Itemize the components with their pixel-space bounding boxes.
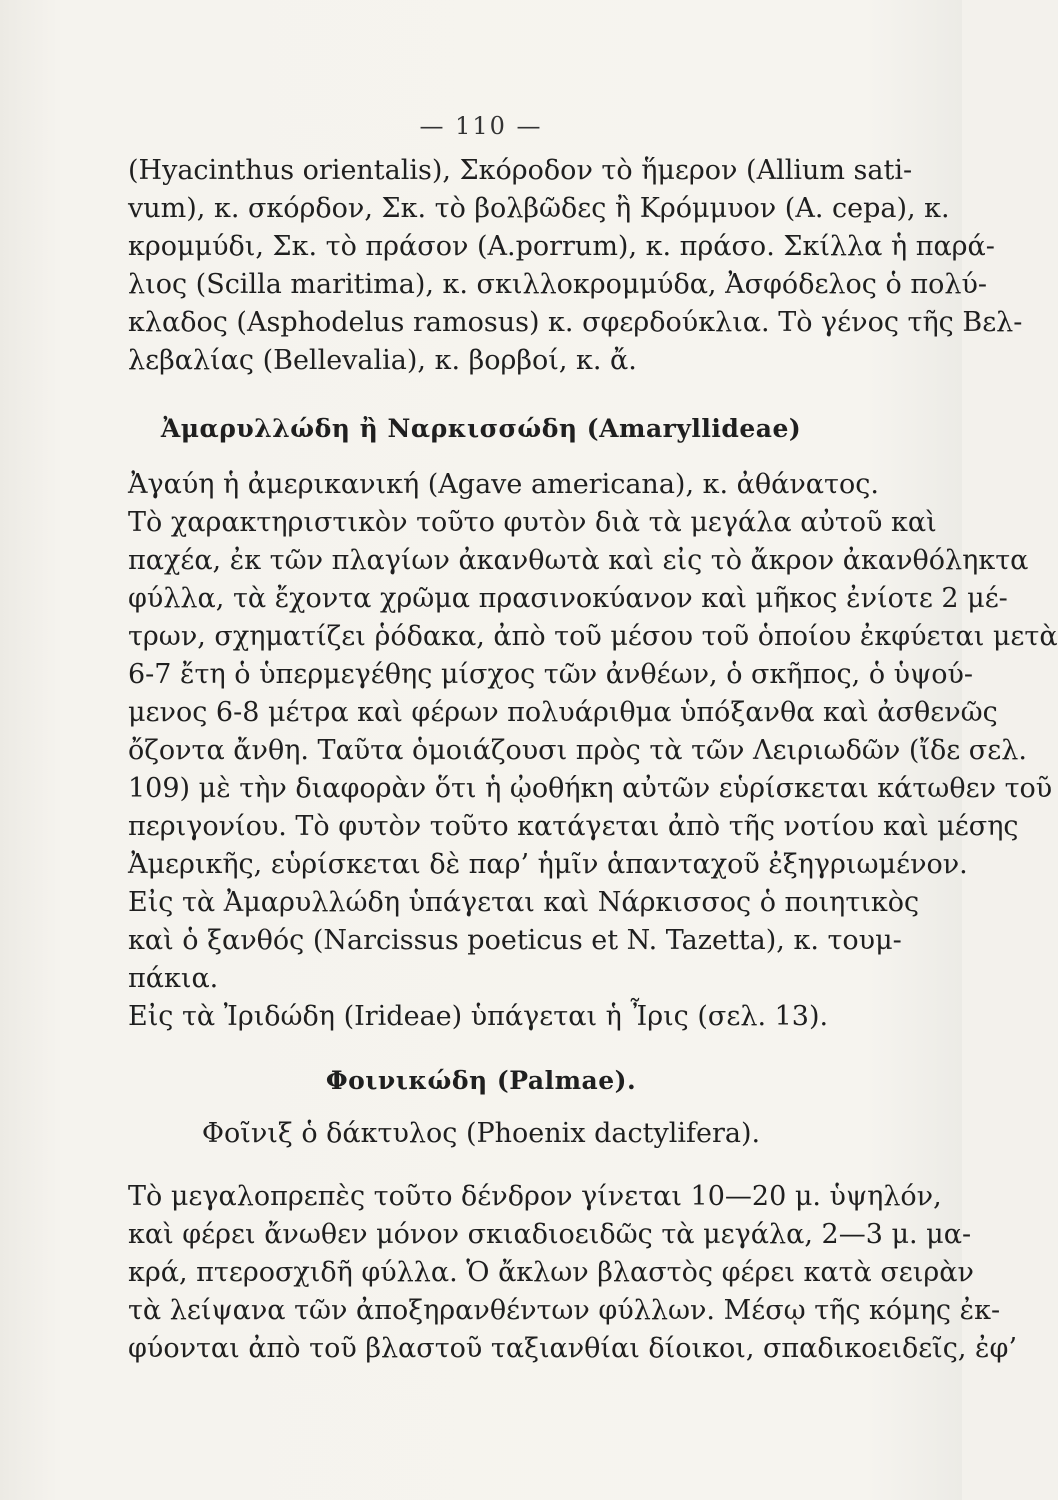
section-heading-amaryllideae: Ἀμαρυλλώδη ἢ Ναρκισσώδη (Amaryllideae)	[160, 414, 802, 443]
text-line: καὶ ὁ ξανθός (Narcissus poeticus et N. Tazetta), κ. τουμ-	[128, 925, 902, 956]
text-line: κρομμύδι, Σκ. τὸ πράσον (A.porrum), κ. πράσο. Σκίλλα ἡ παρά-	[128, 231, 995, 262]
paragraph-agave	[128, 466, 1058, 1036]
text-line: καὶ φέρει ἄνωθεν μόνον σκιαδιοειδῶς τὰ μεγάλα, 2—3 μ. μα-	[128, 1219, 972, 1250]
text-line: Τὸ χαρακτηριστικὸν τοῦτο φυτὸν διὰ τὰ μεγάλα αὐτοῦ καὶ	[128, 507, 937, 538]
text-line: πάκια.	[128, 963, 219, 994]
text-line: Τὸ μεγαλοπρεπὲς τοῦτο δένδρον γίνεται 10—20 μ. ὑψηλόν,	[128, 1181, 942, 1212]
text-line: 109) μὲ τὴν διαφορὰν ὅτι ἡ ᾠοθήκη αὐτῶν εὑρίσκεται κάτωθεν τοῦ	[128, 773, 1053, 804]
page-number: — 110 —	[419, 112, 543, 140]
text-line: Εἰς τὰ Ἀμαρυλλώδη ὑπάγεται καὶ Νάρκισσος ὁ ποιητικὸς	[128, 887, 920, 918]
paragraph-phoenix	[128, 1178, 1018, 1368]
text-line: περιγονίου. Τὸ φυτὸν τοῦτο κατάγεται ἀπὸ τῆς νοτίου καὶ μέσης	[128, 811, 1019, 842]
section-heading-palmae: Φοινικώδη (Palmae).	[325, 1066, 637, 1095]
text-line: παχέα, ἐκ τῶν πλαγίων ἀκανθωτὰ καὶ εἰς τὸ ἄκρον ἀκανθόληκτα	[128, 545, 1029, 576]
text-line: μενος 6-8 μέτρα καὶ φέρων πολυάριθμα ὑπόξανθα καὶ ἀσθενῶς	[128, 697, 998, 728]
text-line: Ἀγαύη ἡ ἀμερικανική (Agave americana), κ. ἀθάνατος.	[128, 469, 879, 500]
text-line: 6-7 ἔτη ὁ ὑπερμεγέθης μίσχος τῶν ἀνθέων, ὁ σκῆπος, ὁ ὑψού-	[128, 659, 974, 690]
text-line: φύλλα, τὰ ἔχοντα χρῶμα πρασινοκύανον καὶ μῆκος ἐνίοτε 2 μέ-	[128, 583, 1008, 614]
text-line: λιος (Scilla maritima), κ. σκιλλοκρομμύδα, Ἀσφόδελος ὁ πολύ-	[128, 269, 987, 300]
text-line: κρά, πτεροσχιδῆ φύλλα. Ὁ ἄκλων βλαστὸς φέρει κατὰ σειρὰν	[128, 1257, 974, 1288]
text-line: vum), κ. σκόρδον, Σκ. τὸ βολβῶδες ἢ Κρόμμυον (A. cepa), κ.	[128, 193, 950, 224]
text-line: κλαδος (Asphodelus ramosus) κ. σφερδούκλια. Τὸ γένος τῆς Βελ-	[128, 307, 1023, 338]
text-line: τὰ λείψανα τῶν ἀποξηρανθέντων φύλλων. Μέσῳ τῆς κόμης ἐκ-	[128, 1295, 1001, 1326]
text-line: φύονται ἀπὸ τοῦ βλαστοῦ ταξιανθίαι δίοικοι, σπαδικοειδεῖς, ἐφ’	[128, 1333, 1018, 1364]
text-line: Ἀμερικῆς, εὑρίσκεται δὲ παρ’ ἡμῖν ἁπανταχοῦ ἐξηγριωμένον.	[128, 849, 968, 880]
text-line: λεβαλίας (Bellevalia), κ. βορβοί, κ. ἄ.	[128, 345, 637, 376]
text-line: Εἰς τὰ Ἰριδώδη (Irideae) ὑπάγεται ἡ Ἶρις (σελ. 13).	[128, 1001, 829, 1032]
species-heading-phoenix: Φοῖνιξ ὁ δάκτυλος (Phoenix dactylifera).	[201, 1118, 761, 1149]
text-line: τρων, σχηματίζει ῥόδακα, ἀπὸ τοῦ μέσου τοῦ ὁποίου ἐκφύεται μετὰ	[128, 621, 1058, 652]
text-line: (Hyacinthus orientalis), Σκόροδον τὸ ἥμερον (Allium sati-	[128, 155, 913, 186]
paragraph-liliaceae-list	[128, 152, 1023, 380]
text-line: ὄζοντα ἄνθη. Ταῦτα ὁμοιάζουσι πρὸς τὰ τῶν Λειριωδῶν (ἴδε σελ.	[128, 735, 1027, 766]
